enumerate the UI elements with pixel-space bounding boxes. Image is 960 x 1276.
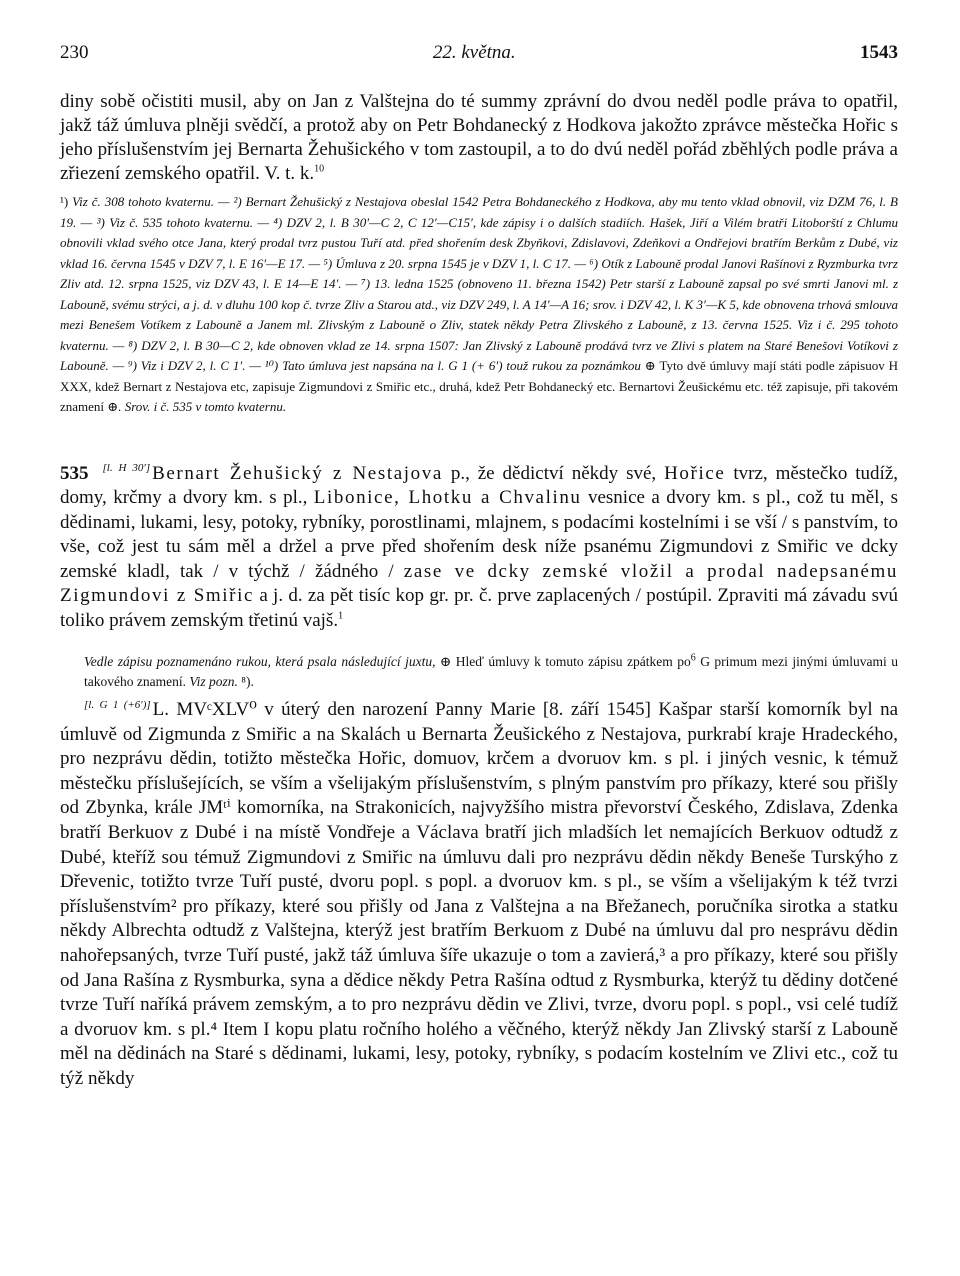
footnote-marker: ¹) xyxy=(60,194,69,209)
entry-text-2: tvrz, městečko tudíž, domy, krčmy a dvory km. s pl., xyxy=(60,462,899,508)
juxta-text: L. MVᶜXLV⁰ v úterý den narození Panny Marie [8. září 1545] Kašpar starší komorník byl na úmluvě od Zigmunda z Smiřic a na Skalách u Bernarta Žeušického z Nestajova, purkrabí kraje Hradeckého, pro nezprávu dědin, totižto městečka Hořic, domuov, krčem a dvoruov km. s pl. i jiných vesnic, k témuž městečku příslušejících, se vším a všelijakým příslušenstvím, s plným panstvím pro příkazy, které sou přišly od Zbynka, krále JMᵗⁱ komorníka, na Strakonicích, najvyžšího mistra převorství Českého, Zdislava, Zdenka bratří Berkuov z Dubé i na místě Vondřeje a Václava bratří jich mladších let nemajících Berkuov odtudž z Dubé, kteříž sou témuž Zigmundovi z Smiřic na úmluvu dali pro nezprávu dědin někdy Beneše Turskýho z Dřevenic, totižto tvrze Tuří pusté, dvoru popl. s popl. a dvoruov km. s pl., se vším a všelijakým k též tvrzi příslušenstvím² pro příkazy, které sou přišly od Jana z Valštejna a na Břežanech, poručníka sirotka a statku někdy Albrechta odtudž z Valštejna, kterýž jest bratřím Berkuom z Dubé na úmluvu dal pro nesprávu dědin nahořepsaných, tvrze Tuří pusté, jakž táž úmluva šíře ukazuje o tom a zavierá,³ a pro příkazy, které sou přišly od Jana Rašína z Rysmburka, syna a dědice někdy Petra Rašína odtud z Rysmburka, kterýž tu dědiny dotčené tvrze Tuří naříká právem zemským, a to pro nezprávu dědin ve Zlivi, tvrze, dvoru popl. s popl., vsi celé tudíž a dvoruov km. s pl.⁴ Item I kopu platu ročního holého a věčného, kterýž někdy Jan Zlivský starší z Labouně měl na dědinách na Staré s dědinami, lukami, lesy, potoky, rybníky, s podacím kostelním ve Zlivi etc., což tu týž někdy xyxy=(60,699,899,1089)
margin-reference: [l. H 30′] xyxy=(102,462,151,475)
note-text-2: G primum mezi jinými úmluvami u takového znamení. xyxy=(84,654,898,689)
entry-name: Bernart Žehušický z Nestajova xyxy=(152,462,443,484)
editorial-note: Vedle zápisu poznamenáno rukou, která psala následující juxtu, ⊕ Hleď úmluvy k tomuto zápisu zpátkem $po^6$ G primum mezi jinými úmluvami u takového znamení. Viz pozn. ⁸). xyxy=(84,652,898,689)
juxta-margin-reference: [l. G 1 (+6′)] xyxy=(84,698,151,711)
page-header xyxy=(60,42,898,64)
note-ref: 6 xyxy=(690,652,696,664)
footnotes-part2: Tyto dvě úmluvy mají státi podle zápisuov H XXX, kdež Bernart z Nestajova etc, zapisuje Zigmundovi z Smiřic etc., druhá, kdež Petr Bohdanecký etc. Bernartovi Žeušickému etc. též zapisuje, při takovém znamení xyxy=(60,358,898,414)
entry-spaced-1: zase ve dcky zemské vložil a prodal nadepsanému Zigmundovi z Smiřic xyxy=(60,560,898,606)
entry-place-1: Hořice xyxy=(664,462,726,484)
footnotes-part3: Srov. i č. 535 v tomto kvaternu. xyxy=(124,399,287,414)
entry-places-2: Libonice, Lhotku a Chvalinu xyxy=(313,487,582,508)
entry-text-3: vesnice a dvory km. s pl., což tu měl, s dědinami, lukami, lesy, potoky, rybníky, porostlinami, mlajnem, s podacími kostelními i se vší / s panstvím, to vše, což jest tu sám měl a držel a prve před shořením desk níže psanému Zigmundovi z Smiřic ve dcky zemské kladl, tak / v týchž / žádného / xyxy=(60,487,899,582)
page-title: 22. května. xyxy=(432,42,516,63)
note-text: Hleď úmluvy k tomuto zápisu zpátkem po xyxy=(455,654,691,669)
entry-number: 535 xyxy=(60,462,89,484)
note-ref-2: ⁸ xyxy=(241,674,246,689)
page-year: 1543 xyxy=(859,42,898,63)
footnotes: ¹) Viz č. 308 tohoto kvaternu. — ²) Bernart Žehušický z Nestajova obeslal 1542 Petra Bohdaneckého z Hodkova, aby mu tento vklad obnovil, viz DZM 76, l. B 19. — ³) Viz č. 535 tohoto kvaternu. — ⁴) DZV 2, l. B 30′—C 2, C 12′—C15′, kde zápisy i o dalších stadiích. Hašek, Jiří a Vilém bratři Litoborští z Chlumu obnovili vklad svého otce Jana, který prodal tvrz pustou Tuří atd. před shořením desk Zbyňkovi, Zdislavovi, Zdeňkovi a Ondřejovi bratřím Berkům z Dubé, viz vklad 16. června 1545 v DZV 7, l. E 16′—E 17. — ⁵) Úmluva z 20. srpna 1545 je v DZV 1, l. C 17. — ⁶) Otík z Labouně prodal Janovi Rašínovi z Ryzmburka tvrz Zliv atd. 12. srpna 1525, viz DZV 43, l. E 14—E 14′. — ⁷) 13. ledna 1525 (obnoveno 11. března 1542) Petr starší z Labouně zapsal po své smrti Janovi ml. z Labouně, svému strýci, a j. d. v dluhu 100 kop č. tvrze Zliv a Starou atd., viz DZV 249, l. A 14′—A 16; srov. i DZV 42, l. K 3′—K 5, kde obnovena trhová smlouva mezi Benešem Votíkem z Labouně a Janem ml. Zlivským z Labouně o Zliv, statek někdy Petra Zlivského z Labouně, z 13. června 1525. Viz i č. 295 tohoto kvaternu. — ⁸) DZV 2, l. B 30—C 2, kde obnoven vklad ze 14. srpna 1507: Jan Zlivský z Labouně prodává tvrz ve Zlivi s platem na Staré Benešovi Votíkovi z Labouně. — ⁹) Viz i DZV 2, l. C 1′. — ¹⁰) Tato úmluva jest napsána na l. G 1 (+ 6′) touž rukou za poznámkou ⊕ Tyto dvě úmluvy mají státi podle zápisuov H XXX, kdež Bernart z Nestajova etc, zapisuje Zigmundovi z Smiřic etc., druhá, kdež Petr Bohdanecký etc. Bernartovi Žeušickému etc. též zapisuje, při takovém znamení ⊕. Srov. i č. 535 v tomto kvaternu. xyxy=(60,194,898,414)
entry-footnote-ref: 1 xyxy=(338,610,344,622)
entry-text-1: p., že dědictví někdy své, xyxy=(450,462,657,484)
cross-symbol: ⊕ xyxy=(644,358,656,373)
continuation-text: diny sobě očistiti musil, aby on Jan z Valštejna do té summy zprávní do dvou neděl podle práva to opatřil, jakž táž úmluva plněji svědčí, a protož aby on Petr Bohdanecký z Hodkova jakožto zprávce městečka Hořic s jeho příslušenstvím jej Bernarta Žehušického v tom zastoupil, a to do dvú neděl pořád zběhlých podle práva a zřiezení zemského opatřil. V. t. k. xyxy=(60,91,898,184)
cross-symbol-2: ⊕ xyxy=(107,399,119,414)
continuation-paragraph xyxy=(60,90,898,186)
page-number: 230 xyxy=(60,42,89,63)
note-italic: Vedle zápisu poznamenáno rukou, která psala následující juxtu, xyxy=(84,654,436,669)
note-cross: ⊕ xyxy=(439,654,452,669)
footnote-ref: 10 xyxy=(314,163,325,175)
document-page xyxy=(60,42,898,1092)
entry-535 xyxy=(60,462,898,634)
entry-text-4: a j. d. za pět tisíc kop gr. pr. č. prve zaplacených / postúpil. Zpraviti má závadu svú toliko právem zemským třetinú vajš. xyxy=(60,585,898,631)
juxta-paragraph xyxy=(60,698,898,1092)
note-italic-2: Viz pozn. xyxy=(189,674,238,689)
footnotes-part1: Viz č. 308 tohoto kvaternu. — ²) Bernart Žehušický z Nestajova obeslal 1542 Petra Bohdaneckého z Hodkova, aby mu tento vklad obnovil, viz DZM 76, l. B 19. — ³) Viz č. 535 tohoto kvaternu. — ⁴) DZV 2, l. B 30′—C 2, C 12′—C15′, kde zápisy i o dalších stadiích. Hašek, Jiří a Vilém bratři Litoborští z Chlumu obnovili vklad svého otce Jana, který prodal tvrz pustou Tuří atd. před shořením desk Zbyňkovi, Zdislavovi, Zdeňkovi a Ondřejovi bratřím Berkům z Dubé, viz vklad 16. června 1545 v DZV 7, l. E 16′—E 17. — ⁵) Úmluva z 20. srpna 1545 je v DZV 1, l. C 17. — ⁶) Otík z Labouně prodal Janovi Rašínovi z Ryzmburka tvrz Zliv atd. 12. srpna 1525, viz DZV 43, l. E 14—E 14′. — ⁷) 13. ledna 1525 (obnoveno 11. března 1542) Petr starší z Labouně zapsal po své smrti Janovi ml. z Labouně, svému strýci, a j. d. v dluhu 100 kop č. tvrze Zliv a Starou atd., viz DZV 249, l. A 14′—A 16; srov. i DZV 42, l. K 3′—K 5, kde obnovena trhová smlouva mezi Benešem Votíkem z Labouně a Janem ml. Zlivským z Labouně o Zliv, statek někdy Petra Zlivského z Labouně, z 13. června 1525. Viz i č. 295 tohoto kvaternu. — ⁸) DZV 2, l. B 30—C 2, kde obnoven vklad ze 14. srpna 1507: Jan Zlivský z Labouně prodává tvrz ve Zlivi s platem na Staré Benešovi Votíkovi z Labouně. — ⁹) Viz i DZV 2, l. C 1′. — ¹⁰) Tato úmluva jest napsána na l. G 1 (+ 6′) touž rukou za poznámkou xyxy=(60,194,898,373)
